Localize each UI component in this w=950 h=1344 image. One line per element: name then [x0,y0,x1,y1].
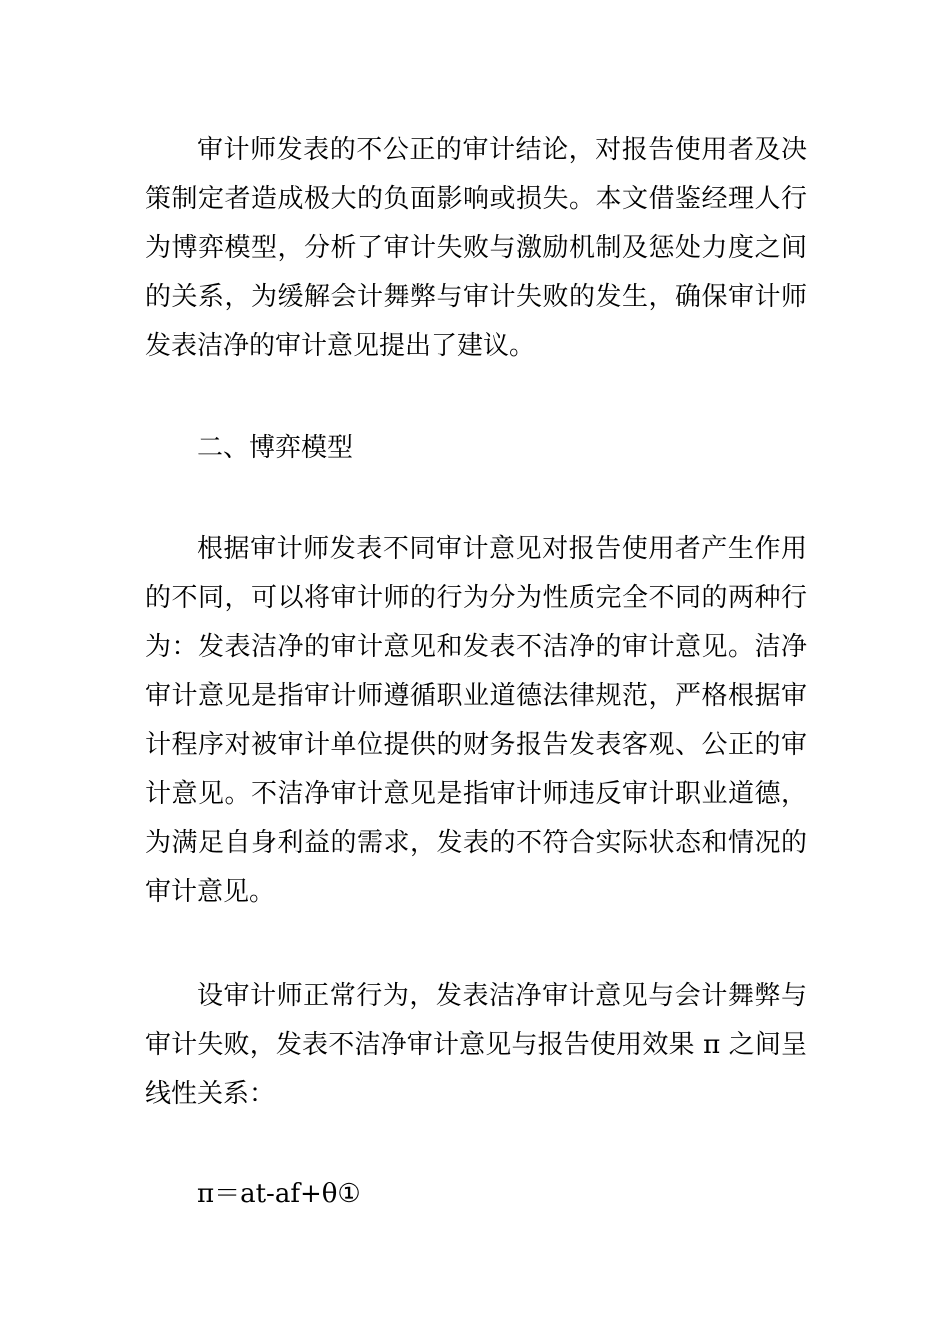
paragraph-intro: 审计师发表的不公正的审计结论，对报告使用者及决策制定者造成极大的负面影响或损失。本文借鉴经理人行为博弈模型，分析了审计失败与激励机制及惩处力度之间的关系，为缓解会计舞弊与审计失败的发生，确保审计师发表洁净的审计意见提出了建议。 [145,135,807,361]
paragraph-audit-opinions: 根据审计师发表不同审计意见对报告使用者产生作用的不同，可以将审计师的行为分为性质完全不同的两种行为：发表洁净的审计意见和发表不洁净的审计意见。洁净审计意见是指审计师遵循职业道德法律规范，严格根据审计程序对被审计单位提供的财务报告发表客观、公正的审计意见。不洁净审计意见是指审计师违反审计职业道德，为满足自身利益的需求，发表的不符合实际状态和情况的审计意见。 [145,534,807,907]
section-heading: 二、博弈模型 [197,433,354,463]
formula: π＝at-af+θ① [197,1179,361,1209]
paragraph-linear-relation: 设审计师正常行为，发表洁净审计意见与会计舞弊与审计失败，发表不洁净审计意见与报告使用效果 π 之间呈线性关系： [145,981,807,1109]
